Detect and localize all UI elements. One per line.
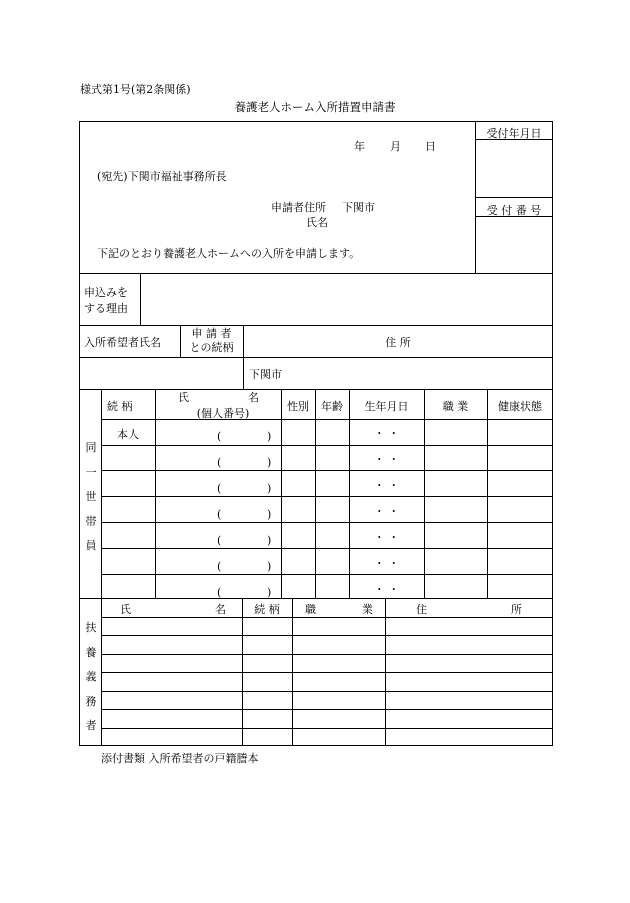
form-title: 養護老人ホーム入所措置申請書 (234, 100, 396, 114)
household-sex-header: 性別 (287, 400, 309, 413)
supporter-name-header-right: 名 (215, 603, 226, 616)
attachments-note: 添付書類 入所希望者の戸籍謄本 (101, 752, 259, 765)
household-age-header: 年齢 (321, 400, 343, 413)
applicant-address-label: 申請者住所 (271, 201, 326, 214)
address-city: 下関市 (249, 368, 282, 381)
supporter-name-header-left: 氏 (120, 603, 131, 616)
supporter-address-header-left: 住 (416, 603, 427, 616)
address-header: 住 所 (385, 336, 411, 349)
household-name-header-left: 氏 (178, 391, 189, 404)
relation-header: 申 請 者 との続柄 (189, 327, 234, 354)
date-year-label: 年 (354, 140, 365, 153)
supporters-side-label: 扶 養 義 務 者 (85, 621, 97, 733)
household-health-header: 健康状態 (498, 400, 542, 413)
applicant-name-label: 氏名 (306, 216, 328, 229)
supporter-occupation-header-right: 業 (362, 603, 373, 616)
statement: 下記のとおり養護老人ホームへの入所を申請します。 (97, 247, 361, 260)
household-id-header: (個人番号) (196, 407, 250, 420)
supporter-occupation-header-left: 職 (305, 603, 316, 616)
date-day-label: 日 (425, 140, 436, 153)
supporter-address-header-right: 所 (511, 603, 522, 616)
applicant-name-header: 入所希望者氏名 (84, 336, 161, 349)
supporter-relation-header: 続 柄 (254, 603, 280, 616)
addressee: (宛先)下関市福祉事務所長 (97, 170, 227, 183)
household-occupation-header: 職 業 (442, 400, 469, 413)
household-relation-header: 続 柄 (107, 400, 133, 413)
date-month-label: 月 (390, 140, 401, 153)
household-name-header-right: 名 (248, 391, 259, 404)
reception-date-label: 受付年月日 (486, 127, 542, 140)
household-side-label: 同 一 世 帯 員 (85, 441, 97, 553)
form-number: 様式第1号(第2条関係) (80, 83, 191, 96)
reception-number-label: 受 付 番 号 (486, 204, 542, 217)
household-birthdate-header: 生年月日 (364, 400, 409, 413)
applicant-city: 下関市 (342, 201, 375, 214)
reason-row (79, 273, 553, 326)
self-label: 本人 (117, 428, 139, 441)
household-table (79, 389, 553, 599)
reason-label: 申込みを する理由 (84, 286, 128, 315)
